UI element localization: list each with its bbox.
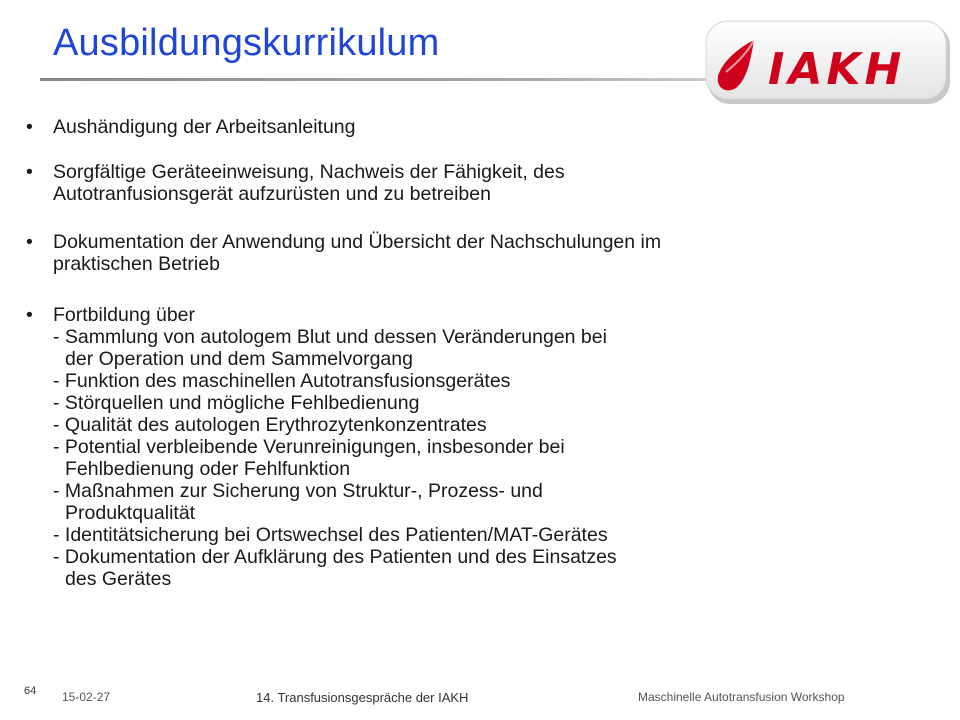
iakh-logo bbox=[704, 18, 954, 110]
sub-item-text: - Potential verbleibende Verunreinigungen, insbesonder bei bbox=[53, 436, 565, 458]
slide-title: Ausbildungskurrikulum bbox=[53, 22, 440, 64]
sub-item-continuation: des Gerätes bbox=[65, 568, 172, 590]
sub-item bbox=[53, 524, 826, 546]
list-item bbox=[26, 231, 826, 275]
sub-item-text: - Qualität des autologen Erythrozytenkonzentrates bbox=[53, 414, 487, 436]
page-number: 64 bbox=[24, 685, 37, 697]
sub-item-text: - Maßnahmen zur Sicherung von Struktur-, Prozess- und bbox=[53, 480, 543, 502]
sub-item bbox=[53, 436, 826, 480]
sub-item-text: - Sammlung von autologem Blut und dessen Veränderungen bei bbox=[53, 326, 607, 348]
sub-item bbox=[53, 546, 826, 590]
sub-item-text: - Dokumentation der Aufklärung des Patienten und des Einsatzes bbox=[53, 546, 617, 568]
footer-event: 14. Transfusionsgespräche der IAKH bbox=[256, 690, 469, 705]
footer-workshop: Maschinelle Autotransfusion Workshop bbox=[638, 690, 845, 704]
title-divider bbox=[40, 78, 730, 81]
sub-item bbox=[53, 370, 826, 392]
bullet-marker: • bbox=[26, 231, 33, 253]
bullet-text: Fortbildung über bbox=[53, 304, 196, 326]
sub-item-text: - Störquellen und mögliche Fehlbedienung bbox=[53, 392, 420, 414]
list-item bbox=[26, 304, 826, 590]
sub-item bbox=[53, 392, 826, 414]
sub-item bbox=[53, 414, 826, 436]
sub-item-text: - Funktion des maschinellen Autotransfusionsgerätes bbox=[53, 370, 511, 392]
bullet-text: Dokumentation der Anwendung und Übersicht der Nachschulungen im bbox=[53, 231, 662, 253]
sub-item bbox=[53, 326, 826, 370]
footer-date: 15-02-27 bbox=[62, 690, 111, 704]
logo-text: IAKH bbox=[768, 44, 906, 95]
sub-item-continuation: Produktqualität bbox=[65, 502, 196, 524]
bullet-list bbox=[26, 116, 826, 612]
bullet-marker: • bbox=[26, 116, 33, 138]
sub-item bbox=[53, 480, 826, 524]
sub-item-continuation: der Operation und dem Sammelvorgang bbox=[65, 348, 413, 370]
sub-item-continuation: Fehlbedienung oder Fehlfunktion bbox=[65, 458, 351, 480]
bullet-marker: • bbox=[26, 161, 33, 183]
bullet-text: Autotranfusionsgerät aufzurüsten und zu betreiben bbox=[53, 183, 491, 205]
bullet-marker: • bbox=[26, 304, 33, 326]
bullet-text: Sorgfältige Geräteeinweisung, Nachweis der Fähigkeit, des bbox=[53, 161, 565, 183]
bullet-text: Aushändigung der Arbeitsanleitung bbox=[53, 116, 356, 138]
list-item bbox=[26, 116, 826, 138]
list-item bbox=[26, 161, 826, 205]
sub-item-text: - Identitätsicherung bei Ortswechsel des Patienten/MAT-Gerätes bbox=[53, 524, 608, 546]
bullet-text: praktischen Betrieb bbox=[53, 253, 220, 275]
